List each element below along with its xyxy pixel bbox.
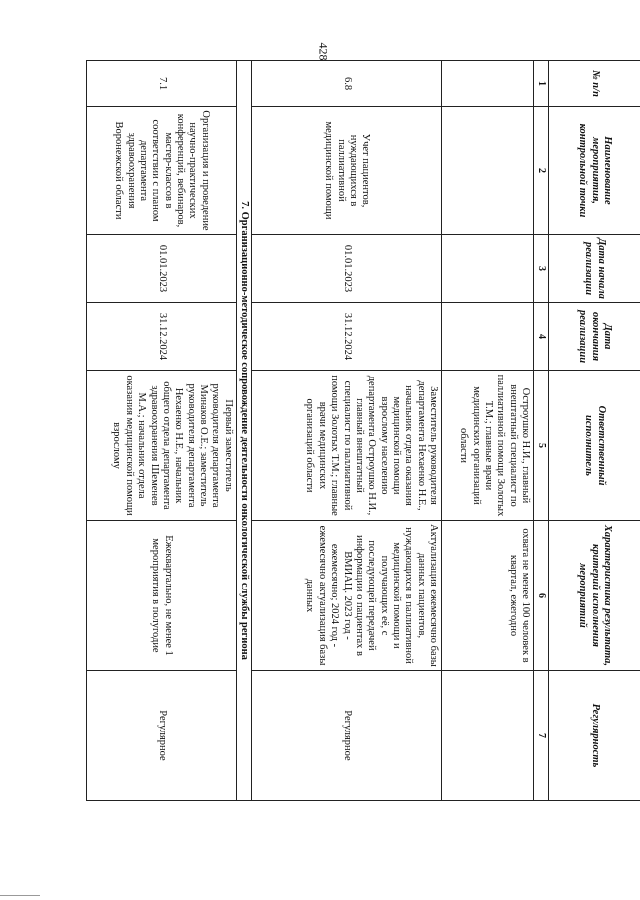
row-result: Ежеквартально, не менее 1 мероприятия в полугодие [86, 521, 236, 671]
row-end: 31.12.2024 [252, 303, 442, 371]
row-start [442, 235, 534, 303]
row-responsible: Заместитель руководителя департамента Нехаенко Н.Е., начальник отдела оказания медицинской помощи взрослому населению департамента Остроушко Н.И., главный внештатный специалист по паллиативной помощи Золотых Т.М.; главные врачи медицинских организаций области [252, 371, 442, 521]
row-start: 01.01.2023 [86, 235, 236, 303]
table-row [252, 61, 442, 801]
row-name: Учет пациентов, нуждающихся в паллиативной медицинской помощи [252, 107, 442, 235]
col-number: 7 [534, 671, 549, 801]
row-responsible: Остроушко Н.И., главный внештатный специалист по паллиативной помощи Золотых Т.М.; главные врачи медицинских организаций области [442, 371, 534, 521]
section-row [236, 61, 251, 801]
row-num [442, 61, 534, 107]
row-end [442, 303, 534, 371]
row-name: Организация и проведение научно-практических конференций, вебинаров, мастер-классов в соответствии с планом департамента здравоохранения Воронежской области [86, 107, 236, 235]
row-result: охвата не менее 100 человек в квартал, ежегодно [442, 521, 534, 671]
header-result: Характеристика результата, критерий исполнения мероприятий [549, 521, 640, 671]
header-row [549, 61, 640, 801]
row-num: 7.1 [86, 61, 236, 107]
col-number: 6 [534, 521, 549, 671]
page-number: 428 [316, 42, 331, 61]
col-number: 3 [534, 235, 549, 303]
row-regularity [442, 671, 534, 801]
col-number: 4 [534, 303, 549, 371]
header-regularity: Регулярность [549, 671, 640, 801]
col-number: 2 [534, 107, 549, 235]
row-regularity: Регулярное [86, 671, 236, 801]
row-name [442, 107, 534, 235]
plan-table [86, 60, 640, 801]
header-start: Дата начала реализации [549, 235, 640, 303]
col-number: 5 [534, 371, 549, 521]
column-number-row [534, 61, 549, 801]
table-row [86, 61, 236, 801]
header-responsible: Ответственный исполнитель [549, 371, 640, 521]
table-row [442, 61, 534, 801]
header-num: № п/п [549, 61, 640, 107]
row-regularity: Регулярное [252, 671, 442, 801]
header-name: Наименование мероприятия, контрольной точки [549, 107, 640, 235]
row-result: Актуализация ежемесячно базы данных пациентов, нуждающихся в паллиативной медицинской помощи и получающих её, с последующей передачей информации о пациентах в ВМИАЦ. 2023 год - ежемесячно; 2024 год - ежемесячно актуализация базы данных [252, 521, 442, 671]
col-number: 1 [534, 61, 549, 107]
row-num: 6.8 [252, 61, 442, 107]
scan-edge-line [0, 895, 40, 896]
row-end: 31.12.2024 [86, 303, 236, 371]
section-title: 7. Организационно-методическое сопровождение деятельности онкологической службы региона [236, 61, 251, 801]
header-end: Дата окончания реализации [549, 303, 640, 371]
row-responsible: Первый заместитель руководителя департамента Минаков О.Е.; заместитель руководителя департамента Нехаенко Н.Е., начальник общего отдела департамента здравоохранения Шеменев М.А.; начальник отдела оказания медицинской помощи взрослому [86, 371, 236, 521]
rotated-table-canvas [86, 60, 640, 800]
row-start: 01.01.2023 [252, 235, 442, 303]
